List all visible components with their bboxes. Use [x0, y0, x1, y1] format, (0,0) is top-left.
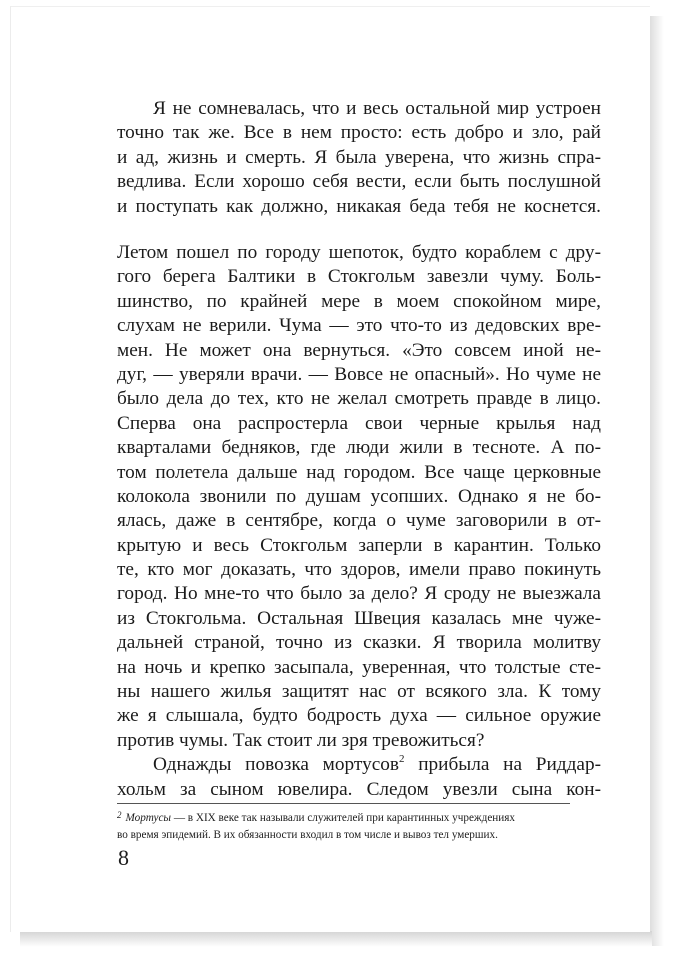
text-line: дуг, — уверяли врачи. — Вовсе не опасный». Но чуме не [117, 363, 601, 385]
text-line: ведлива. Если хорошо себя вести, если быть послушной [117, 171, 601, 193]
text-line: кварталами бедняков, где люди жили в тесноте. А по- [117, 437, 601, 459]
page-number: 8 [118, 845, 129, 870]
footnote-text: — в XIX веке так называли служителей при карантинных учреждениях [171, 812, 516, 824]
footnote-line [117, 807, 597, 827]
text-line: Я не сомневалась, что и весь остальной мир устроен [153, 98, 601, 119]
text-line: и поступать как должно, никакая беда тебя не коснется. [117, 195, 601, 217]
footnote [117, 807, 597, 844]
text-line: на ночь и крепко засыпала, уверенная, что толстые сте- [117, 656, 601, 678]
text-line: мен. Не может она вернуться. «Это совсем иной не- [117, 339, 601, 361]
text-line: Летом пошел по городу шепоток, будто кораблем с дру- [117, 242, 601, 263]
text-fragment: Однажды повозка мортусов [153, 754, 400, 776]
page-shadow-bottom [20, 931, 652, 947]
text-line: шинство, по крайней мере в моем спокойном мире, [117, 290, 601, 312]
paragraph-2 [117, 241, 601, 802]
paragraph-1 [117, 97, 601, 219]
text-line: город. Но мне-то что было за дело? Я сроду не выезжала [117, 583, 601, 605]
text-line: слухам не верили. Чума — это что-то из дедовских вре- [117, 315, 601, 337]
footnote-term: Мортусы [125, 812, 172, 824]
text-line: Сперва она распростерла свои черные крылья над [117, 412, 601, 434]
footnote-reference[interactable]: 2 [399, 753, 405, 766]
text-line: те, кто мог доказать, что здоров, имели право покинуть [117, 559, 601, 581]
text-line: дальней страной, точно из сказки. Я творила молитву [117, 632, 601, 654]
text-line: гого берега Балтики в Стокгольм завезли чуму. Боль- [117, 266, 601, 288]
text-line: ны нашего жилья защитят нас от всякого зла. К тому [117, 681, 601, 703]
text-line: же я слышала, будто бодрость духа — сильное оружие [117, 705, 601, 727]
text-line: колокола звонили по душам усопших. Однако я не бо- [117, 485, 601, 507]
text-line: том полетела дальше над городом. Все чаще церковные [117, 461, 601, 483]
text-line: из Стокгольма. Остальная Швеция казалась мне чуже- [117, 607, 601, 629]
text-line: ялась, даже в сентябре, когда о чуме заговорили в от- [117, 510, 601, 532]
footnote-line: во время эпидемий. В их обязанности входил в том числе и вывоз тел умерших. [117, 829, 498, 841]
text-line: точно так же. Все в нем просто: есть добро и зло, рай [117, 122, 601, 144]
text-fragment: прибыла на Риддар- [404, 754, 602, 776]
text-line: хольм за сыном ювелира. Следом увезли сына кон- [117, 778, 601, 800]
footnote-divider [117, 803, 570, 804]
text-line: и ад, жизнь и смерть. Я была уверена, что жизнь спра- [117, 146, 601, 168]
text-line: против чумы. Так стоит ли зря тревожиться? [117, 729, 485, 751]
text-line: было дела до тех, кто не желал смотреть правде в лицо. [117, 388, 601, 410]
text-line [117, 753, 601, 777]
page-shadow-right [648, 16, 664, 946]
book-page [10, 6, 650, 932]
footnote-mark: 2 [117, 810, 122, 820]
text-line: крытую и весь Стокгольм заперли в карантин. Только [117, 534, 601, 556]
